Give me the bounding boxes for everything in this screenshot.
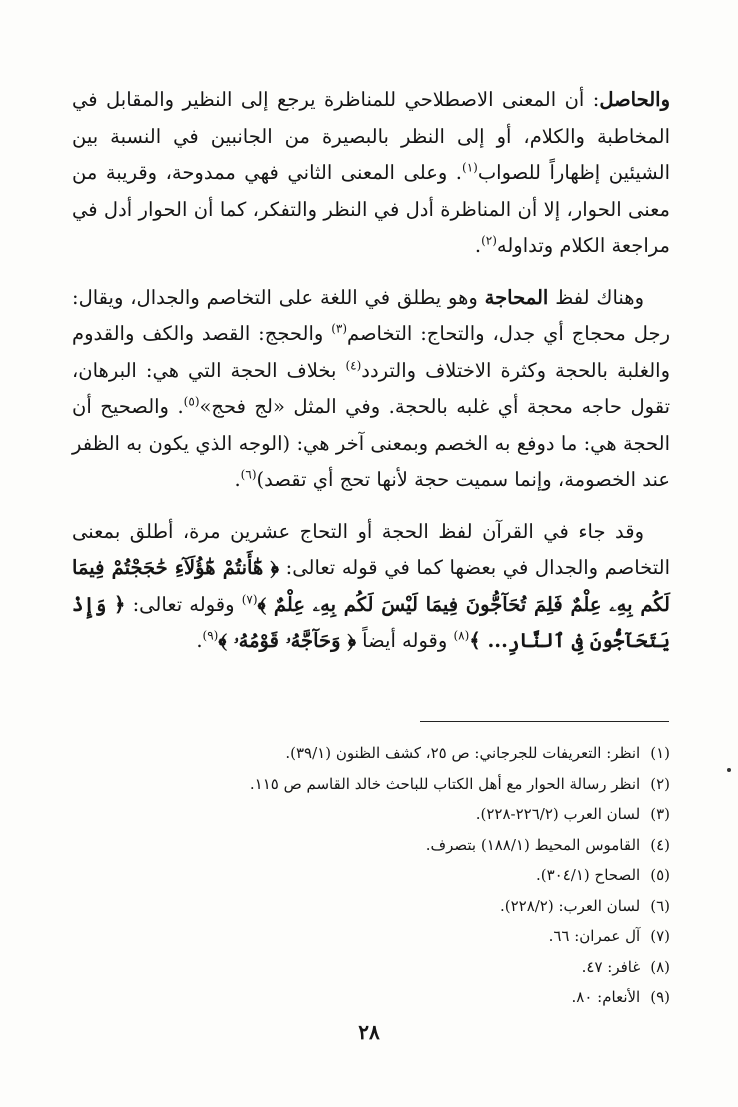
margin-mark xyxy=(727,768,731,772)
footnote-ref-8[interactable]: (٨) xyxy=(453,628,470,643)
footnote-2: (٢)انظر رسالة الحوار مع أهل الكتاب للباحث خالد القاسم ص ١١٥. xyxy=(249,774,670,793)
footnote-ref-2[interactable]: (٢) xyxy=(481,233,497,248)
paragraph-muhajja: وهناك لفظ المحاجة وهو يطلق في اللغة على التخاصم والجدال، ويقال: رجل محجاج أي جدل، والتحاج: التخاصم$^{(٣)}$ والحجج: القصد والكف والقدوم والغلبة بالحجة وكثرة الاختلاف والتردد$^{(٤)}$ بخلاف الحجة التي هي: البرهان، تقول حاجه محجة أي غلبه بالحجة. وفي المثل «لج فحج»$^{(٥)}$. والصحيح أن الحجة هي: ما دوفع به الخصم وبمعنى آخر هي: (الوجه الذي يكون به الظفر عند الخصومة، وإنما سميت حجة لأنها تحج أي تقصد)$^{(٦)}$. xyxy=(72,285,670,491)
footnote-4: (٤)القاموس المحيط (١٨٨/١) بتصرف. xyxy=(425,835,670,854)
footnote-ref-1[interactable]: (١) xyxy=(462,160,478,175)
footnote-ref-5[interactable]: (٥) xyxy=(183,394,200,409)
footnote-6: (٦)لسان العرب: (٢٢٨/٢). xyxy=(499,896,670,915)
footnote-1: (١)انظر: التعريفات للجرجاني: ص ٢٥، كشف الظنون (٣٩/١). xyxy=(285,744,670,762)
paragraph-conclusion: والحاصل: أن المعنى الاصطلاحي للمناظرة يرجع إلى النظير والمقابل في المخاطبة والكلام، أو إلى النظر بالبصيرة من الجانبين في النسبة بين الشيئين إظهاراً للصواب$^{(١)}$. وعلى المعنى الثاني فهي ممدوحة، وقريبة من معنى الحوار، إلا أن المناظرة أدل في النظر والتفكر، كما أن الحوار أدل في مراجعة الكلام وتداوله$^{(٢)}$. xyxy=(72,88,670,257)
main-text xyxy=(72,82,670,660)
quran-verse-3: ﴿ وَحَآجَّهُۥ قَوْمُهُۥ ﴾ xyxy=(218,629,356,652)
quran-verse-2: ﴿ وَإِذْ يَتَحَآجُّونَ فِى ٱلنَّارِ... ﴾ xyxy=(72,592,670,652)
term-muhajja: المحاجة xyxy=(484,285,549,309)
footnotes xyxy=(110,738,670,1013)
footnote-ref-6[interactable]: (٦) xyxy=(240,467,257,482)
footnote-7: (٧)آل عمران: ٦٦. xyxy=(548,927,670,945)
quran-verse-1: ﴿ هَٰٓأَنتُمْ هَٰٓؤُلَآءِ حَٰجَجْتُمْ فِيمَا لَكُم بِهِۦ عِلْمٌ فَلِمَ تُحَآجُّونَ فِيمَا لَيْسَ لَكُم بِهِۦ عِلْمٌ ﴾ xyxy=(72,556,671,616)
footnote-ref-3[interactable]: (٣) xyxy=(331,321,348,336)
footnote-ref-9[interactable]: (٩) xyxy=(202,628,219,643)
footnote-ref-7[interactable]: (٧) xyxy=(241,592,258,606)
paragraph-quran: وقد جاء في القرآن لفظ الحجة أو التحاج عشرين مرة، أطلق بمعنى التخاصم والجدال في بعضها كما في قوله تعالى: ﴿ هَٰٓأَنتُمْ هَٰٓؤُلَآءِ حَٰجَجْتُمْ فِيمَا لَكُم بِهِۦ عِلْمٌ فَلِمَ تُحَآجُّونَ فِيمَا لَيْسَ لَكُم بِهِۦ عِلْمٌ ﴾$^{(٧)}$ وقوله تعالى: ﴿ وَإِذْ يَتَحَآجُّونَ فِى ٱلنَّارِ... ﴾$^{(٨)}$ وقوله أيضاً ﴿ وَحَآجَّهُۥ قَوْمُهُۥ ﴾$^{(٩)}$. xyxy=(72,519,671,652)
footnote-8: (٨)غافر: ٤٧. xyxy=(581,957,670,976)
footnote-5: (٥)الصحاح (٣٠٤/١). xyxy=(536,866,670,884)
footnote-separator xyxy=(420,721,669,722)
lead-term: والحاصل xyxy=(599,88,670,111)
page-number: ٢٨ xyxy=(358,1020,380,1044)
footnote-3: (٣)لسان العرب (٢٢٦/٢-٢٢٨). xyxy=(475,805,670,823)
footnote-9: (٩)الأنعام: ٨٠. xyxy=(571,988,670,1006)
footnote-ref-4[interactable]: (٤) xyxy=(345,358,362,372)
